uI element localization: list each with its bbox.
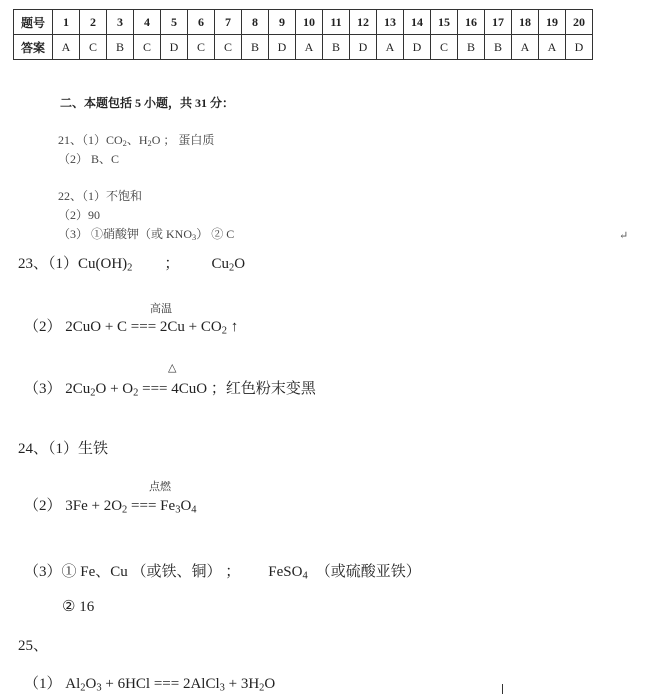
q23-condition-heat: △	[168, 362, 177, 374]
question-number-cell: 19	[539, 10, 566, 35]
answer-cell: A	[296, 35, 323, 60]
q24-line-4: ② 16	[62, 599, 95, 615]
answer-cell: A	[377, 35, 404, 60]
q22-line-2: （2）90	[58, 208, 101, 222]
answer-cell: B	[458, 35, 485, 60]
question-number-cell: 13	[377, 10, 404, 35]
question-number-cell: 9	[269, 10, 296, 35]
question-number-cell: 10	[296, 10, 323, 35]
answer-cell: C	[80, 35, 107, 60]
question-number-cell: 2	[80, 10, 107, 35]
q23-line-3: （3） $2Cu_2O + O_2$ === 4CuO ；红色粉末变黑	[24, 381, 316, 399]
question-number-cell: 18	[512, 10, 539, 35]
answer-cell: A	[539, 35, 566, 60]
answer-row-label: 答案	[14, 35, 53, 60]
q22-line-1: 22、（1）不饱和	[58, 189, 143, 203]
question-number-cell: 4	[134, 10, 161, 35]
q25-line-2: （1） $Al_2O_3 + 6HCl$ === 2AlCl$_3$ + $3H_2O$	[24, 676, 276, 694]
q21-line-2: （2） B、C	[58, 152, 120, 166]
answer-row	[14, 35, 593, 60]
question-number-cell: 1	[53, 10, 80, 35]
q21-line-1: 21、$(1)CO_2$、$H_2O$ ； 蛋白质	[58, 133, 215, 149]
answer-cell: A	[512, 35, 539, 60]
answer-cell: C	[215, 35, 242, 60]
answer-cell: D	[566, 35, 593, 60]
q24-line-2: （2） $3Fe + 2O_2$ === $Fe_3O_4$	[24, 498, 197, 516]
question-number-cell: 14	[404, 10, 431, 35]
answer-cell: A	[53, 35, 80, 60]
question-row	[14, 10, 593, 35]
return-mark: ↵	[619, 230, 629, 242]
question-number-cell: 8	[242, 10, 269, 35]
text-cursor	[502, 684, 503, 694]
question-number-cell: 17	[485, 10, 512, 35]
answer-cell: C	[134, 35, 161, 60]
answer-cell: D	[161, 35, 188, 60]
q23-line-2: （2） 2CuO + C === $2Cu + CO_2$ ↑	[24, 319, 239, 337]
question-number-cell: 3	[107, 10, 134, 35]
question-row-label: 题号	[14, 10, 53, 35]
answer-table	[13, 9, 593, 60]
question-number-cell: 5	[161, 10, 188, 35]
question-number-cell: 11	[323, 10, 350, 35]
question-number-cell: 7	[215, 10, 242, 35]
q24-line-1: 24、（1）生铁	[18, 441, 109, 457]
answer-cell: B	[107, 35, 134, 60]
answer-cell: B	[485, 35, 512, 60]
answer-cell: C	[188, 35, 215, 60]
q22-line-3: （3） ①硝酸钾（或 $KNO_3$） ② C	[58, 227, 235, 243]
q23-line-1: 23、$(1)Cu(OH)_2$ ； $Cu_2O$	[18, 256, 246, 274]
question-number-cell: 15	[431, 10, 458, 35]
answer-cell: D	[404, 35, 431, 60]
question-number-cell: 12	[350, 10, 377, 35]
q24-condition-ignite: 点燃	[149, 481, 171, 493]
question-number-cell: 6	[188, 10, 215, 35]
question-number-cell: 16	[458, 10, 485, 35]
answer-cell: D	[269, 35, 296, 60]
answer-cell: D	[350, 35, 377, 60]
section-2-title: 二、本题包括 5 小题，共 31 分：	[60, 96, 235, 110]
answer-cell: C	[431, 35, 458, 60]
q25-line-1: 25、	[18, 638, 49, 654]
q23-condition-high-temp: 高温	[150, 303, 172, 315]
answer-cell: B	[242, 35, 269, 60]
question-number-cell: 20	[566, 10, 593, 35]
q24-line-3: （3）① Fe、Cu （或铁、铜） ； FeSO$_4$ （或硫酸亚铁）	[24, 564, 421, 582]
answer-cell: B	[323, 35, 350, 60]
